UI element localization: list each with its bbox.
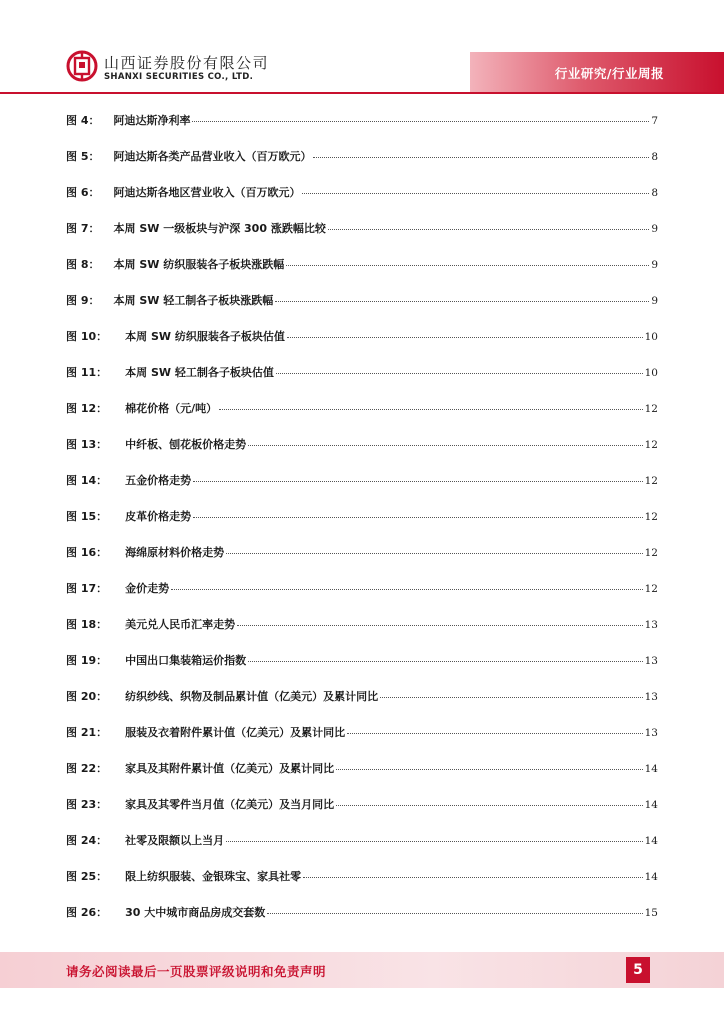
figure-title: 本周 SW 一级板块与沪深 300 涨跌幅比较	[113, 222, 326, 235]
figure-page-number: 9	[651, 295, 658, 307]
toc-entry[interactable]	[66, 796, 658, 832]
figure-title: 阿迪达斯各类产品营业收入（百万欧元）	[113, 150, 312, 163]
toc-entry[interactable]	[66, 616, 658, 652]
figure-label: 图 17：	[66, 582, 108, 595]
figure-page-number: 12	[644, 439, 658, 451]
figure-page-number: 9	[651, 259, 658, 271]
dot-leader	[313, 156, 649, 158]
header-divider	[0, 92, 724, 94]
company-name-cn: 山西证券股份有限公司	[104, 54, 270, 72]
figure-title: 皮革价格走势	[125, 510, 192, 523]
figure-page-number: 13	[644, 727, 658, 739]
figure-page-number: 15	[644, 907, 658, 919]
figure-title: 社零及限额以上当月	[125, 834, 225, 847]
figure-page-number: 13	[644, 619, 658, 631]
figure-title: 本周 SW 轻工制各子板块涨跌幅	[113, 294, 274, 307]
toc-entry[interactable]	[66, 364, 658, 400]
figure-title: 本周 SW 纺织服装各子板块估值	[125, 330, 285, 343]
dot-leader	[336, 804, 642, 806]
figure-table-of-contents	[66, 112, 658, 940]
figure-label: 图 25：	[66, 870, 108, 883]
figure-title: 本周 SW 纺织服装各子板块涨跌幅	[113, 258, 285, 271]
figure-page-number: 14	[644, 835, 658, 847]
toc-entry[interactable]	[66, 400, 658, 436]
figure-label: 图 11：	[66, 366, 108, 379]
dot-leader	[287, 336, 643, 338]
toc-entry[interactable]	[66, 652, 658, 688]
dot-leader	[286, 264, 649, 266]
dot-leader	[276, 372, 643, 374]
dot-leader	[302, 192, 649, 194]
toc-entry[interactable]	[66, 832, 658, 868]
toc-entry[interactable]	[66, 508, 658, 544]
figure-label: 图 23：	[66, 798, 108, 811]
page-header	[0, 0, 724, 100]
dot-leader	[193, 480, 642, 482]
figure-title: 中纤板、刨花板价格走势	[125, 438, 247, 451]
dot-leader	[303, 876, 642, 878]
report-section-title: 行业研究/行业周报	[554, 66, 664, 81]
toc-entry[interactable]	[66, 220, 658, 256]
shanxi-securities-logo-icon	[66, 50, 98, 82]
company-name-en: SHANXI SECURITIES CO., LTD.	[104, 72, 254, 82]
figure-page-number: 13	[644, 655, 658, 667]
figure-label: 图 16：	[66, 546, 108, 559]
figure-label: 图 13：	[66, 438, 108, 451]
dot-leader	[267, 912, 642, 914]
dot-leader	[347, 732, 642, 734]
toc-entry[interactable]	[66, 688, 658, 724]
figure-label: 图 15：	[66, 510, 108, 523]
figure-title: 海绵原材料价格走势	[125, 546, 225, 559]
toc-entry[interactable]	[66, 580, 658, 616]
toc-entry[interactable]	[66, 544, 658, 580]
figure-label: 图 9：	[66, 294, 100, 307]
figure-title: 家具及其附件累计值（亿美元）及累计同比	[125, 762, 335, 775]
figure-title: 家具及其零件当月值（亿美元）及当月同比	[125, 798, 335, 811]
dot-leader	[193, 516, 642, 518]
figure-page-number: 14	[644, 763, 658, 775]
figure-page-number: 7	[651, 115, 658, 127]
figure-label: 图 21：	[66, 726, 108, 739]
dot-leader	[219, 408, 642, 410]
figure-title: 美元兑人民币汇率走势	[125, 618, 236, 631]
toc-entry[interactable]	[66, 904, 658, 940]
figure-label: 图 6：	[66, 186, 100, 199]
figure-title: 金价走势	[125, 582, 170, 595]
dot-leader	[380, 696, 642, 698]
figure-label: 图 7：	[66, 222, 100, 235]
figure-label: 图 5：	[66, 150, 100, 163]
toc-entry[interactable]	[66, 724, 658, 760]
dot-leader	[248, 444, 642, 446]
dot-leader	[192, 120, 649, 122]
toc-entry[interactable]	[66, 760, 658, 796]
figure-title: 中国出口集装箱运价指数	[125, 654, 247, 667]
toc-entry[interactable]	[66, 292, 658, 328]
figure-title: 纺织纱线、织物及制品累计值（亿美元）及累计同比	[125, 690, 379, 703]
dot-leader	[226, 840, 642, 842]
figure-label: 图 18：	[66, 618, 108, 631]
page-number: 5	[626, 957, 650, 983]
figure-label: 图 8：	[66, 258, 100, 271]
figure-title: 服装及衣着附件累计值（亿美元）及累计同比	[125, 726, 346, 739]
toc-entry[interactable]	[66, 868, 658, 904]
figure-page-number: 14	[644, 799, 658, 811]
dot-leader	[336, 768, 642, 770]
figure-page-number: 14	[644, 871, 658, 883]
figure-page-number: 8	[651, 187, 658, 199]
figure-page-number: 8	[651, 151, 658, 163]
toc-entry[interactable]	[66, 328, 658, 364]
figure-page-number: 12	[644, 583, 658, 595]
figure-label: 图 19：	[66, 654, 108, 667]
dot-leader	[226, 552, 642, 554]
toc-entry[interactable]	[66, 256, 658, 292]
figure-label: 图 12：	[66, 402, 108, 415]
figure-page-number: 12	[644, 511, 658, 523]
toc-entry[interactable]	[66, 472, 658, 508]
dot-leader	[248, 660, 642, 662]
toc-entry[interactable]	[66, 184, 658, 220]
figure-label: 图 22：	[66, 762, 108, 775]
figure-page-number: 9	[651, 223, 658, 235]
toc-entry[interactable]	[66, 148, 658, 184]
toc-entry[interactable]	[66, 112, 658, 148]
figure-title: 30 大中城市商品房成交套数	[125, 906, 266, 919]
figure-label: 图 10：	[66, 330, 108, 343]
toc-entry[interactable]	[66, 436, 658, 472]
disclaimer-notice: 请务必阅读最后一页股票评级说明和免责声明	[66, 964, 327, 979]
figure-label: 图 20：	[66, 690, 108, 703]
figure-title: 棉花价格（元/吨）	[125, 402, 218, 415]
dot-leader	[171, 588, 642, 590]
figure-label: 图 24：	[66, 834, 108, 847]
figure-title: 阿迪达斯各地区营业收入（百万欧元）	[113, 186, 301, 199]
figure-label: 图 14：	[66, 474, 108, 487]
dot-leader	[328, 228, 649, 230]
figure-title: 限上纺织服装、金银珠宝、家具社零	[125, 870, 302, 883]
figure-title: 本周 SW 轻工制各子板块估值	[125, 366, 274, 379]
figure-label: 图 26：	[66, 906, 108, 919]
figure-page-number: 12	[644, 403, 658, 415]
dot-leader	[275, 300, 649, 302]
figure-page-number: 12	[644, 475, 658, 487]
figure-page-number: 13	[644, 691, 658, 703]
figure-page-number: 12	[644, 547, 658, 559]
figure-page-number: 10	[644, 331, 658, 343]
dot-leader	[237, 624, 642, 626]
figure-title: 五金价格走势	[125, 474, 192, 487]
figure-title: 阿迪达斯净利率	[113, 114, 191, 127]
figure-label: 图 4：	[66, 114, 100, 127]
figure-page-number: 10	[644, 367, 658, 379]
